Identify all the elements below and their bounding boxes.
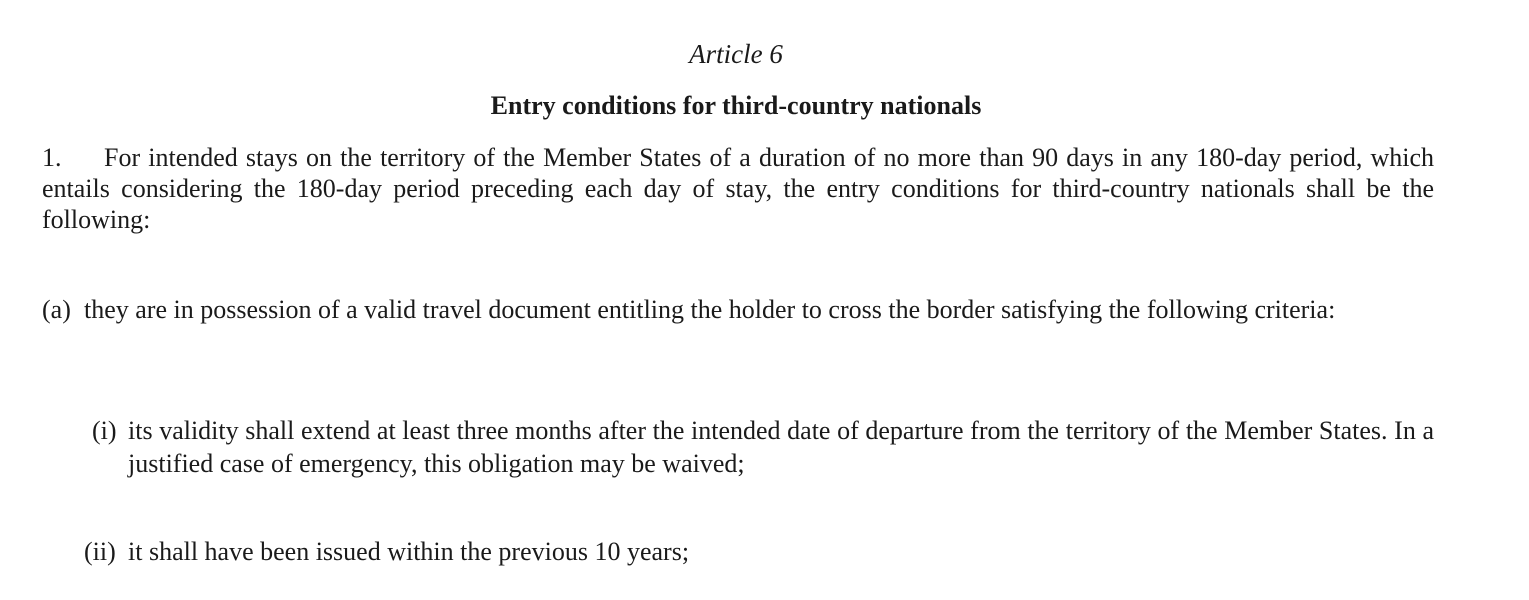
list-item-text: they are in possession of a valid travel document entitling the holder to cross the border satisfying the following criteria:: [84, 295, 1336, 324]
list-item-marker: (a): [42, 295, 71, 324]
list-item-a: [42, 294, 1434, 325]
paragraph-number: 1.: [42, 143, 62, 172]
article-title: Entry conditions for third-country nationals: [490, 91, 982, 120]
sub-item-i: [92, 414, 1434, 480]
sub-item-ii: [84, 535, 1434, 568]
sub-item-text: it shall have been issued within the previous 10 years;: [128, 537, 690, 566]
sub-item-marker: (i): [92, 416, 117, 445]
article-number: Article 6: [689, 39, 783, 69]
paragraph-1: [42, 142, 1434, 235]
sub-item-text: its validity shall extend at least three months after the intended date of departure from the territory of the Member States. In a justified case of emergency, this obligation may be waived;: [128, 416, 1434, 478]
paragraph-text: For intended stays on the territory of the Member States of a duration of no more than 90 days in any 180-day period, which entails considering the 180-day period preceding each day of stay, the entry conditions for third-country nationals shall be the following:: [42, 143, 1434, 234]
sub-item-marker: (ii): [84, 537, 116, 566]
